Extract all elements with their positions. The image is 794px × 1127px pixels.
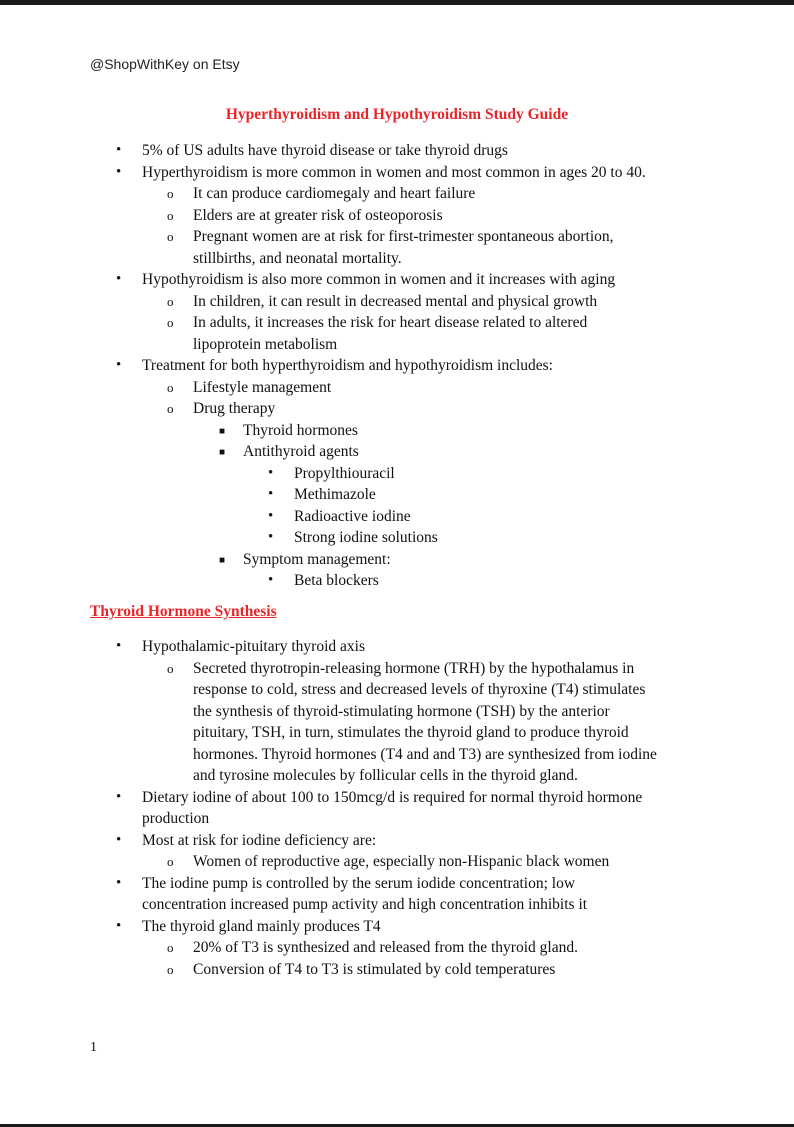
list-item-text: Most at risk for iodine deficiency are: (142, 831, 377, 849)
list-item-text: 20% of T3 is synthesized and released from the thyroid gland. (193, 939, 578, 956)
list-item-text: The iodine pump is controlled by the serum iodide concentration; low (142, 874, 576, 892)
bullet-icon: o (167, 660, 174, 676)
list-item-text: pituitary, TSH, in turn, stimulates the thyroid gland to produce thyroid (193, 724, 629, 741)
page-header: @ShopWithKey on Etsy (90, 56, 240, 72)
list-item (0, 549, 794, 571)
list-item-text: the synthesis of thyroid-stimulating hormone (TSH) by the anterior (193, 702, 610, 720)
bullet-icon: o (167, 401, 174, 416)
list-item-text: Women of reproductive age, especially non-Hispanic black women (193, 853, 610, 870)
list-item-text: Antithyroid agents (243, 443, 359, 460)
list-item (0, 463, 794, 485)
list-item-text: Hyperthyroidism is more common in women and most common in ages 20 to 40. (142, 163, 646, 181)
list-item (0, 722, 794, 744)
list-item-text: Dietary iodine of about 100 to 150mcg/d is required for normal thyroid hormone (142, 788, 643, 806)
list-item (0, 527, 794, 549)
page-number: 1 (90, 1040, 97, 1055)
list-item-text: Hypothyroidism is also more common in women and it increases with aging (142, 271, 616, 288)
list-item (0, 162, 794, 184)
list-item (0, 140, 794, 162)
list-item (0, 226, 794, 248)
section-heading: Thyroid Hormone Synthesis (90, 603, 277, 620)
bullet-icon: o (167, 940, 174, 955)
bullet-icon: ■ (219, 425, 226, 437)
section-2-list (0, 636, 794, 980)
bullet-icon: • (116, 163, 122, 180)
list-item (0, 701, 794, 723)
list-item-text: Thyroid hormones (243, 421, 358, 439)
bullet-icon: • (116, 831, 122, 848)
list-item (0, 291, 794, 313)
bullet-icon: o (167, 961, 174, 977)
list-item (0, 248, 794, 270)
list-item (0, 334, 794, 356)
list-item (0, 355, 794, 377)
list-item-text: stillbirths, and neonatal mortality. (193, 249, 402, 267)
document-title: Hyperthyroidism and Hypothyroidism Study Guide (225, 106, 569, 123)
bullet-icon: • (268, 529, 274, 545)
list-item-text: Methimazole (294, 486, 376, 503)
list-item-text: concentration increased pump activity and high concentration inhibits it (142, 896, 588, 913)
bullet-icon: o (167, 854, 174, 869)
list-item-text: Hypothalamic-pituitary thyroid axis (142, 638, 365, 655)
bullet-icon: • (268, 572, 274, 588)
list-item (0, 916, 794, 938)
list-item (0, 873, 794, 895)
list-item (0, 959, 794, 981)
list-item-text: response to cold, stress and decreased levels of thyroxine (T4) stimulates (193, 681, 646, 698)
bullet-icon: ■ (219, 554, 226, 566)
list-item (0, 679, 794, 701)
bullet-icon: • (116, 874, 122, 891)
list-item (0, 894, 794, 916)
bullet-icon: • (116, 788, 122, 805)
list-item (0, 851, 794, 873)
list-item (0, 398, 794, 420)
list-item (0, 183, 794, 205)
list-item-text: It can produce cardiomegaly and heart failure (193, 185, 476, 202)
bullet-icon: • (116, 357, 122, 373)
list-item-text: Beta blockers (294, 572, 379, 589)
list-item (0, 441, 794, 463)
list-item-text: 5% of US adults have thyroid disease or take thyroid drugs (142, 142, 508, 159)
list-item (0, 269, 794, 291)
list-item-text: Drug therapy (193, 400, 276, 417)
list-item (0, 636, 794, 658)
bullet-icon: o (167, 315, 174, 330)
list-item-text: Radioactive iodine (294, 507, 411, 525)
list-item-text: In adults, it increases the risk for heart disease related to altered (193, 314, 588, 331)
list-item-text: Symptom management: (243, 550, 391, 568)
list-item-text: In children, it can result in decreased mental and physical growth (193, 292, 598, 310)
list-item (0, 506, 794, 528)
list-item (0, 377, 794, 399)
list-item (0, 808, 794, 830)
list-item-text: Pregnant women are at risk for first-trimester spontaneous abortion, (193, 228, 614, 245)
bullet-icon: • (116, 638, 122, 654)
list-item (0, 744, 794, 766)
section-1-list (0, 140, 794, 592)
list-item-text: lipoprotein metabolism (193, 335, 338, 353)
bullet-icon: • (268, 464, 274, 481)
list-item-text: production (142, 810, 210, 827)
bullet-icon: o (167, 186, 174, 201)
list-item-text: Secreted thyrotropin-releasing hormone (TRH) by the hypothalamus in (193, 659, 635, 677)
list-item-text: Treatment for both hyperthyroidism and hypothyroidism includes: (142, 357, 553, 374)
bullet-icon: • (116, 142, 122, 158)
bullet-icon: o (167, 207, 174, 223)
list-item (0, 937, 794, 959)
list-item-text: hormones. Thyroid hormones (T4 and and T3) are synthesized from iodine (193, 745, 657, 763)
bullet-icon: o (167, 229, 174, 244)
bullet-icon: o (167, 293, 174, 309)
bullet-icon: • (268, 507, 274, 524)
bullet-icon: • (116, 917, 122, 934)
list-item (0, 658, 794, 680)
list-item (0, 205, 794, 227)
list-item-text: Strong iodine solutions (294, 529, 438, 546)
list-item (0, 420, 794, 442)
top-bar (0, 0, 794, 5)
list-item (0, 570, 794, 592)
list-item-text: Propylthiouracil (294, 464, 395, 482)
list-item (0, 787, 794, 809)
list-item (0, 484, 794, 506)
bullet-icon: • (116, 271, 122, 287)
list-item (0, 765, 794, 787)
bullet-icon: • (268, 486, 274, 502)
list-item-text: The thyroid gland mainly produces T4 (142, 917, 381, 935)
bullet-icon: ■ (219, 447, 226, 458)
list-item (0, 312, 794, 334)
list-item-text: Conversion of T4 to T3 is stimulated by cold temperatures (193, 960, 556, 978)
bullet-icon: o (167, 379, 174, 395)
list-item-text: Elders are at greater risk of osteoporosis (193, 206, 443, 224)
list-item-text: and tyrosine molecules by follicular cells in the thyroid gland. (193, 767, 578, 784)
list-item-text: Lifestyle management (193, 378, 332, 396)
list-item (0, 830, 794, 852)
